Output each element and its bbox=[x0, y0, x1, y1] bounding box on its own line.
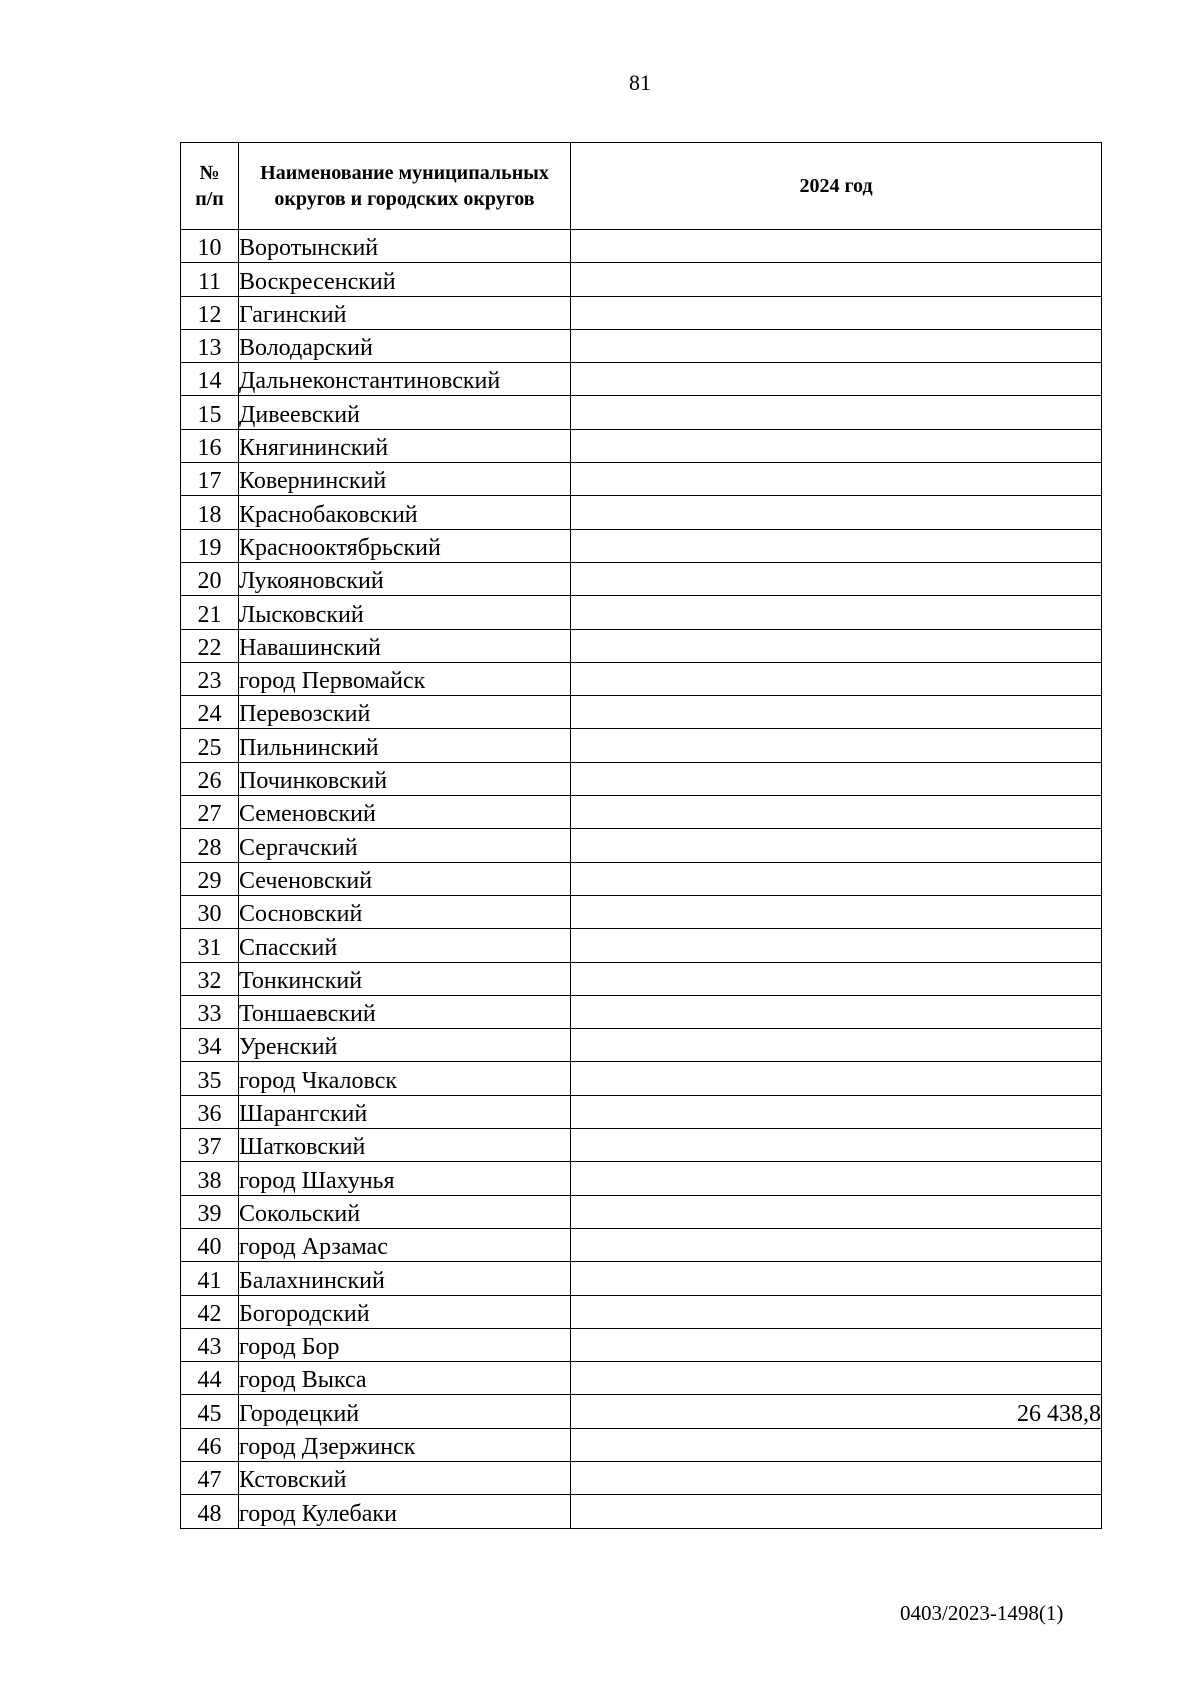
row-number: 19 bbox=[181, 529, 239, 562]
municipality-name: Семеновский bbox=[239, 796, 571, 829]
table-row bbox=[181, 596, 1102, 629]
row-value-2024 bbox=[571, 1362, 1102, 1395]
row-number: 46 bbox=[181, 1428, 239, 1461]
row-number: 15 bbox=[181, 396, 239, 429]
table-row bbox=[181, 1029, 1102, 1062]
table-row bbox=[181, 1428, 1102, 1461]
municipality-name: Перевозский bbox=[239, 696, 571, 729]
row-number: 18 bbox=[181, 496, 239, 529]
row-number: 41 bbox=[181, 1262, 239, 1295]
row-number: 47 bbox=[181, 1461, 239, 1494]
table-row bbox=[181, 1195, 1102, 1228]
table-row bbox=[181, 496, 1102, 529]
row-value-2024 bbox=[571, 1262, 1102, 1295]
table-row bbox=[181, 1328, 1102, 1361]
row-value-2024: 26 438,8 bbox=[571, 1395, 1102, 1428]
row-number: 13 bbox=[181, 329, 239, 362]
municipality-name: Кстовский bbox=[239, 1461, 571, 1494]
row-value-2024 bbox=[571, 796, 1102, 829]
row-value-2024 bbox=[571, 1062, 1102, 1095]
table-row bbox=[181, 962, 1102, 995]
row-value-2024 bbox=[571, 396, 1102, 429]
table-row bbox=[181, 1162, 1102, 1195]
row-value-2024 bbox=[571, 296, 1102, 329]
row-number: 23 bbox=[181, 662, 239, 695]
municipality-name: Тонкинский bbox=[239, 962, 571, 995]
row-number: 12 bbox=[181, 296, 239, 329]
row-number: 45 bbox=[181, 1395, 239, 1428]
table-row bbox=[181, 696, 1102, 729]
municipality-name: Навашинский bbox=[239, 629, 571, 662]
municipality-name: Сергачский bbox=[239, 829, 571, 862]
table-row bbox=[181, 662, 1102, 695]
table-row bbox=[181, 363, 1102, 396]
table-row bbox=[181, 995, 1102, 1028]
municipality-name: Воротынский bbox=[239, 230, 571, 263]
table-row bbox=[181, 629, 1102, 662]
municipality-name: Гагинский bbox=[239, 296, 571, 329]
row-number: 30 bbox=[181, 895, 239, 928]
row-number: 24 bbox=[181, 696, 239, 729]
row-number: 36 bbox=[181, 1095, 239, 1128]
municipalities-table bbox=[180, 142, 1102, 1529]
municipality-name: город Дзержинск bbox=[239, 1428, 571, 1461]
row-value-2024 bbox=[571, 1162, 1102, 1195]
row-value-2024 bbox=[571, 662, 1102, 695]
municipality-name: Княгининский bbox=[239, 429, 571, 462]
municipality-name: Дивеевский bbox=[239, 396, 571, 429]
table-row bbox=[181, 829, 1102, 862]
table-row bbox=[181, 562, 1102, 595]
row-number: 33 bbox=[181, 995, 239, 1028]
row-number: 14 bbox=[181, 363, 239, 396]
municipality-name: Краснобаковский bbox=[239, 496, 571, 529]
table-row bbox=[181, 1062, 1102, 1095]
table-row bbox=[181, 762, 1102, 795]
row-value-2024 bbox=[571, 929, 1102, 962]
municipality-name: Лукояновский bbox=[239, 562, 571, 595]
row-value-2024 bbox=[571, 529, 1102, 562]
row-value-2024 bbox=[571, 1095, 1102, 1128]
row-value-2024 bbox=[571, 596, 1102, 629]
header-year: 2024 год bbox=[571, 143, 1102, 230]
row-value-2024 bbox=[571, 230, 1102, 263]
table-row bbox=[181, 929, 1102, 962]
row-number: 44 bbox=[181, 1362, 239, 1395]
municipality-name: город Чкаловск bbox=[239, 1062, 571, 1095]
row-value-2024 bbox=[571, 429, 1102, 462]
row-value-2024 bbox=[571, 1428, 1102, 1461]
table-row bbox=[181, 1262, 1102, 1295]
municipality-name: Сокольский bbox=[239, 1195, 571, 1228]
row-value-2024 bbox=[571, 1461, 1102, 1494]
row-number: 35 bbox=[181, 1062, 239, 1095]
document-code: 0403/2023-1498(1) bbox=[900, 1601, 1064, 1625]
header-name: Наименование муниципальных округов и городских округов bbox=[239, 143, 571, 230]
municipality-name: Сеченовский bbox=[239, 862, 571, 895]
table-row bbox=[181, 1395, 1102, 1428]
table-body bbox=[181, 230, 1102, 1529]
municipality-name: Володарский bbox=[239, 329, 571, 362]
municipality-name: город Бор bbox=[239, 1328, 571, 1361]
row-value-2024 bbox=[571, 895, 1102, 928]
row-number: 32 bbox=[181, 962, 239, 995]
row-value-2024 bbox=[571, 962, 1102, 995]
row-value-2024 bbox=[571, 363, 1102, 396]
table-row bbox=[181, 329, 1102, 362]
municipality-name: город Арзамас bbox=[239, 1228, 571, 1261]
row-number: 20 bbox=[181, 562, 239, 595]
table-row bbox=[181, 796, 1102, 829]
row-value-2024 bbox=[571, 263, 1102, 296]
municipality-name: Сосновский bbox=[239, 895, 571, 928]
row-value-2024 bbox=[571, 762, 1102, 795]
municipality-name: Уренский bbox=[239, 1029, 571, 1062]
row-value-2024 bbox=[571, 696, 1102, 729]
row-value-2024 bbox=[571, 463, 1102, 496]
municipality-name: Городецкий bbox=[239, 1395, 571, 1428]
municipality-name: Спасский bbox=[239, 929, 571, 962]
row-number: 38 bbox=[181, 1162, 239, 1195]
table-row bbox=[181, 529, 1102, 562]
municipality-name: город Выкса bbox=[239, 1362, 571, 1395]
row-value-2024 bbox=[571, 729, 1102, 762]
row-number: 31 bbox=[181, 929, 239, 962]
row-value-2024 bbox=[571, 995, 1102, 1028]
row-value-2024 bbox=[571, 1295, 1102, 1328]
municipality-name: Богородский bbox=[239, 1295, 571, 1328]
municipality-name: город Первомайск bbox=[239, 662, 571, 695]
municipality-name: Починковский bbox=[239, 762, 571, 795]
municipality-name: Шатковский bbox=[239, 1129, 571, 1162]
municipality-name: Краснооктябрьский bbox=[239, 529, 571, 562]
table-row bbox=[181, 230, 1102, 263]
row-number: 43 bbox=[181, 1328, 239, 1361]
row-number: 17 bbox=[181, 463, 239, 496]
row-number: 48 bbox=[181, 1495, 239, 1528]
row-value-2024 bbox=[571, 1228, 1102, 1261]
row-number: 25 bbox=[181, 729, 239, 762]
row-value-2024 bbox=[571, 1129, 1102, 1162]
page-number: 81 bbox=[629, 70, 651, 95]
table-row bbox=[181, 1228, 1102, 1261]
row-number: 29 bbox=[181, 862, 239, 895]
municipality-name: Тоншаевский bbox=[239, 995, 571, 1028]
table-row bbox=[181, 1129, 1102, 1162]
municipality-name: Дальнеконстантиновский bbox=[239, 363, 571, 396]
row-number: 27 bbox=[181, 796, 239, 829]
row-value-2024 bbox=[571, 562, 1102, 595]
row-value-2024 bbox=[571, 1328, 1102, 1361]
municipality-name: Воскресенский bbox=[239, 263, 571, 296]
table-row bbox=[181, 1461, 1102, 1494]
municipality-name: город Кулебаки bbox=[239, 1495, 571, 1528]
row-number: 28 bbox=[181, 829, 239, 862]
row-value-2024 bbox=[571, 496, 1102, 529]
row-value-2024 bbox=[571, 1495, 1102, 1528]
row-number: 16 bbox=[181, 429, 239, 462]
row-value-2024 bbox=[571, 629, 1102, 662]
row-number: 39 bbox=[181, 1195, 239, 1228]
municipality-name: город Шахунья bbox=[239, 1162, 571, 1195]
table-row bbox=[181, 263, 1102, 296]
municipality-name: Ковернинский bbox=[239, 463, 571, 496]
row-value-2024 bbox=[571, 829, 1102, 862]
table-row bbox=[181, 862, 1102, 895]
table-row bbox=[181, 1362, 1102, 1395]
table-row bbox=[181, 1495, 1102, 1528]
row-value-2024 bbox=[571, 862, 1102, 895]
table-row bbox=[181, 895, 1102, 928]
row-number: 34 bbox=[181, 1029, 239, 1062]
row-number: 42 bbox=[181, 1295, 239, 1328]
table-row bbox=[181, 729, 1102, 762]
row-value-2024 bbox=[571, 1195, 1102, 1228]
table-row bbox=[181, 1295, 1102, 1328]
municipality-name: Лысковский bbox=[239, 596, 571, 629]
row-number: 22 bbox=[181, 629, 239, 662]
table-row bbox=[181, 463, 1102, 496]
header-num: № п/п bbox=[181, 143, 239, 230]
row-number: 21 bbox=[181, 596, 239, 629]
row-number: 10 bbox=[181, 230, 239, 263]
municipality-name: Шарангский bbox=[239, 1095, 571, 1128]
table-row bbox=[181, 429, 1102, 462]
row-number: 11 bbox=[181, 263, 239, 296]
table-header-row bbox=[181, 143, 1102, 230]
table-row bbox=[181, 396, 1102, 429]
table-row bbox=[181, 1095, 1102, 1128]
row-number: 26 bbox=[181, 762, 239, 795]
row-value-2024 bbox=[571, 1029, 1102, 1062]
row-value-2024 bbox=[571, 329, 1102, 362]
table-row bbox=[181, 296, 1102, 329]
municipality-name: Балахнинский bbox=[239, 1262, 571, 1295]
row-number: 40 bbox=[181, 1228, 239, 1261]
municipality-name: Пильнинский bbox=[239, 729, 571, 762]
row-number: 37 bbox=[181, 1129, 239, 1162]
